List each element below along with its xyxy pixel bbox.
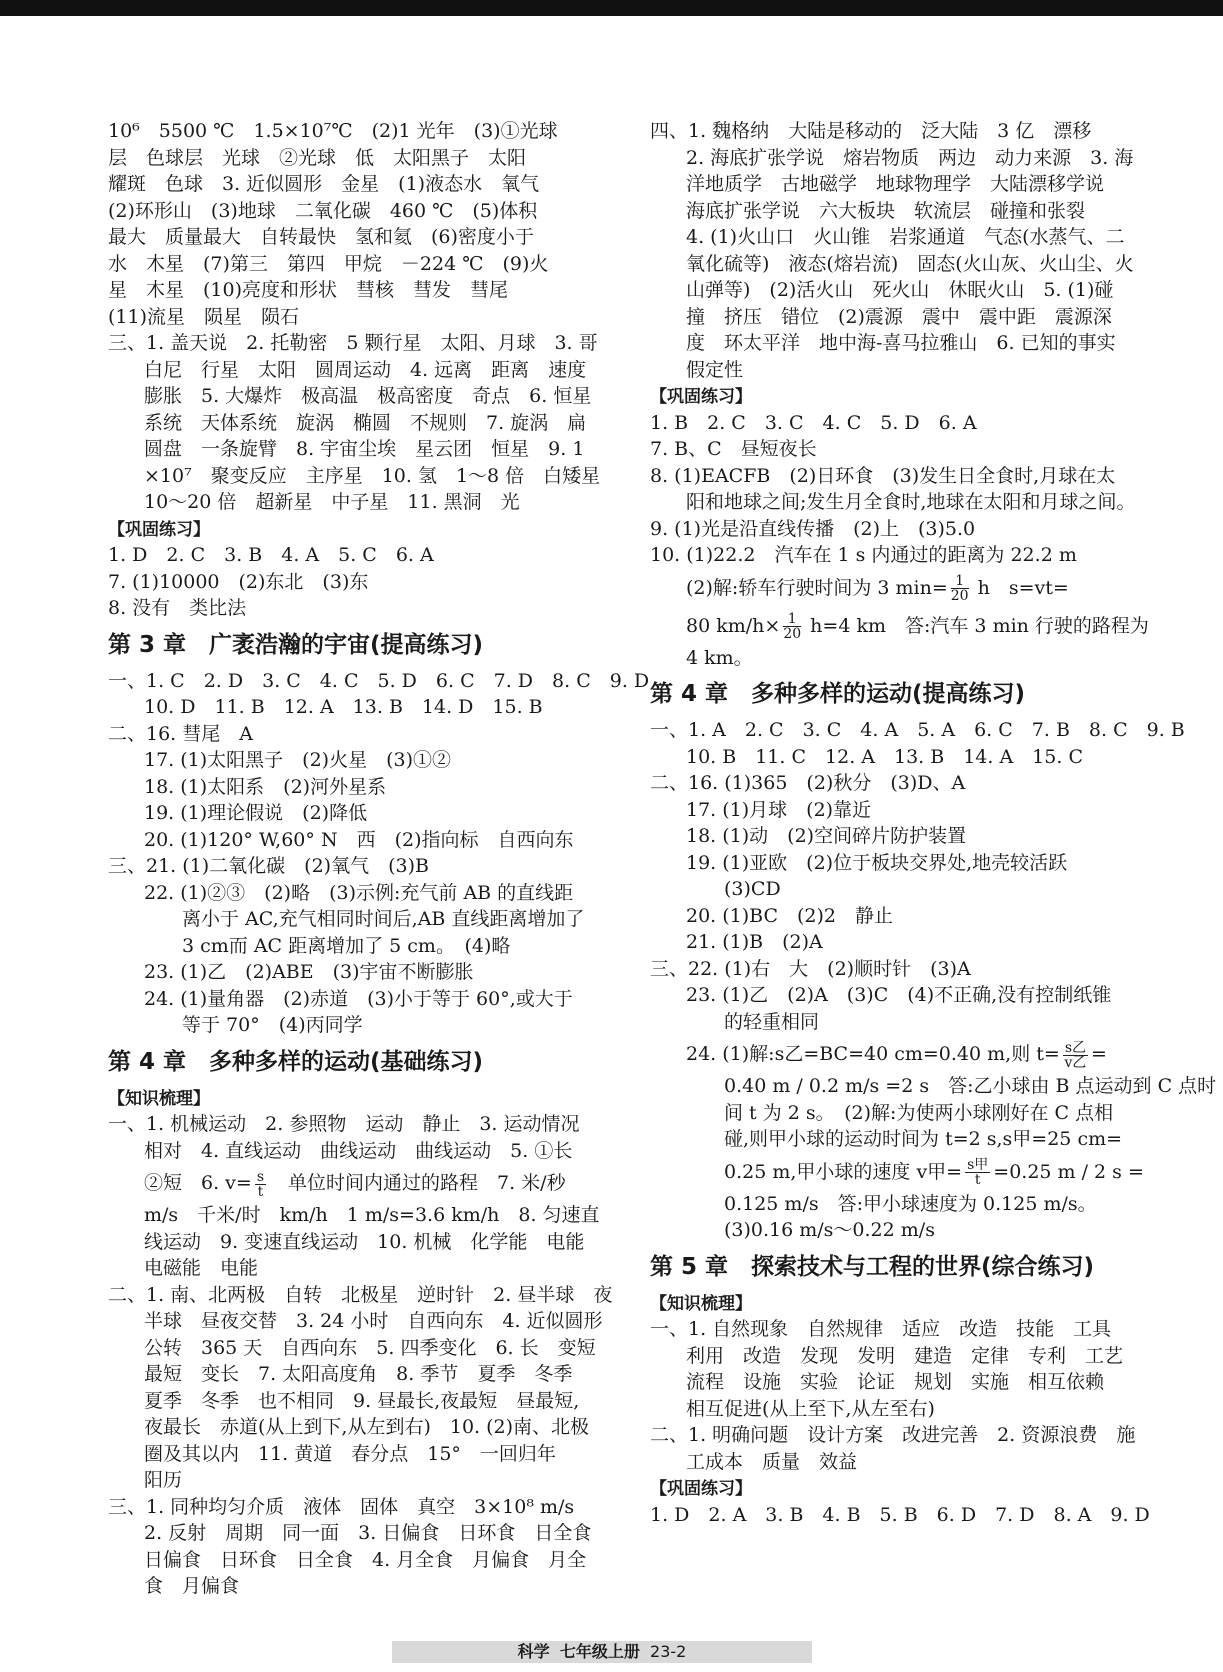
line-text: 四、1. 魏格纳 大陆是移动的 泛大陆 3 亿 漂移	[650, 120, 1092, 142]
line-text: 氧化硫等) 液态(熔岩流) 固态(火山灰、火山尘、火	[686, 252, 1134, 275]
line-text: 夜最长 赤道(从上到下,从左到右) 10. (2)南、北极	[144, 1416, 590, 1438]
line-text: ×10⁷ 聚变反应 主序星 10. 氢 1～8 倍 白矮星	[144, 464, 601, 487]
answer-line	[108, 827, 608, 854]
answer-line	[650, 118, 1150, 145]
line-text: 【巩固练习】	[650, 1479, 752, 1499]
line-text: 17. (1)太阳黑子 (2)火星 (3)①②	[144, 749, 451, 771]
line-text: 星 木星 (10)亮度和形状 彗核 彗发 彗尾	[108, 279, 509, 301]
line-text: 撞 挤压 错位 (2)震源 震中 震中距 震源深	[686, 305, 1112, 328]
answer-line	[108, 1308, 608, 1335]
line-text: 【巩固练习】	[650, 387, 752, 407]
answer-line	[650, 489, 1150, 516]
answer-line	[650, 1035, 1150, 1073]
page-footer	[392, 1641, 812, 1663]
left-column	[108, 118, 650, 1600]
answer-line	[108, 1441, 608, 1468]
answer-line	[108, 1520, 608, 1547]
fraction	[783, 612, 801, 641]
line-text: 1. D 2. A 3. B 4. B 5. B 6. D 7. D 8. A 9. D	[650, 1503, 1150, 1526]
answer-line	[650, 1396, 1150, 1423]
answer-line	[108, 410, 608, 437]
line-text: 最短 变长 7. 太阳高度角 8. 季节 夏季 冬季	[144, 1363, 573, 1385]
answer-line	[650, 1449, 1150, 1476]
line-text: 19. (1)亚欧 (2)位于板块交界处,地壳较活跃	[686, 851, 1068, 874]
line-text: 的轻重相同	[686, 1010, 820, 1033]
line-text-cont: h=4 km 答:汽车 3 min 行驶的路程为	[804, 614, 1149, 637]
answer-line	[108, 1229, 608, 1256]
line-text: 9. (1)光是沿直线传播 (2)上 (3)5.0	[650, 517, 976, 540]
answer-line	[650, 1502, 1150, 1529]
answer-line	[650, 823, 1150, 850]
footer-subject: 科学	[517, 1642, 550, 1661]
line-text: (3)CD	[686, 878, 781, 900]
section-label	[650, 1475, 1150, 1502]
line-text: 2. 海底扩张学说 熔岩物质 两边 动力来源 3. 海	[686, 146, 1134, 169]
answer-line	[108, 542, 608, 569]
line-text: 阳历	[144, 1469, 183, 1491]
answer-line	[650, 145, 1150, 172]
fraction	[1063, 1041, 1088, 1070]
line-text: 80 km/h×	[686, 614, 781, 637]
answer-line	[108, 959, 608, 986]
right-column	[650, 118, 1217, 1528]
answer-line	[108, 383, 608, 410]
line-text: 利用 改造 发现 发明 建造 定律 专利 工艺	[686, 1344, 1124, 1367]
answer-line	[108, 721, 608, 748]
line-text: 【知识梳理】	[108, 1088, 210, 1109]
answer-line	[108, 1494, 608, 1521]
answer-line	[650, 1217, 1150, 1244]
answer-line	[108, 304, 608, 331]
answer-line	[108, 694, 608, 721]
line-text: 【知识梳理】	[650, 1293, 752, 1314]
line-text-cont: h s=vt=	[971, 576, 1069, 599]
section-label	[650, 1290, 1150, 1317]
line-text: 0.25 m,甲小球的速度 v甲=	[686, 1160, 963, 1183]
footer-page-number: 23-2	[650, 1642, 687, 1661]
line-text: 三、1. 同种均匀介质 液体 固体 真空 3×10⁸ m/s	[108, 1495, 575, 1518]
answer-line	[650, 1153, 1150, 1191]
fraction-denominator: 20	[783, 626, 802, 642]
answer-line	[108, 1202, 608, 1229]
answer-line	[108, 1335, 608, 1362]
answer-line	[650, 1009, 1150, 1036]
answer-line	[650, 876, 1150, 903]
answer-line	[108, 569, 608, 596]
line-text: 17. (1)月球 (2)靠近	[686, 798, 872, 821]
scan-top-border	[0, 0, 1223, 16]
fraction-denominator: 20	[950, 588, 969, 604]
line-text: 等于 70° (4)丙同学	[144, 1014, 363, 1036]
line-text: 公转 365 天 自西向东 5. 四季变化 6. 长 变短	[144, 1336, 596, 1359]
line-text: 碰,则甲小球的运动时间为 t=2 s,s甲=25 cm=	[686, 1128, 1123, 1150]
answer-line	[650, 171, 1150, 198]
line-text: 流程 设施 实验 论证 规划 实施 相互依赖	[686, 1371, 1105, 1393]
fraction	[965, 1158, 990, 1187]
line-text: 山弹等) (2)活火山 死火山 休眠火山 5. (1)碰	[686, 279, 1114, 301]
line-text-cont: =0.25 m / 2 s =	[993, 1160, 1144, 1183]
line-text: 19. (1)理论假说 (2)降低	[144, 802, 368, 824]
answer-line	[650, 436, 1150, 463]
line-text: 圈及其以内 11. 黄道 春分点 15° 一回归年	[144, 1442, 556, 1465]
answer-line	[650, 330, 1150, 357]
line-text: 度 环太平洋 地中海-喜马拉雅山 6. 已知的事实	[686, 332, 1116, 354]
line-text: 阳和地球之间;发生月全食时,地球在太阳和月球之间。	[686, 491, 1136, 513]
line-text: (2)解:轿车行驶时间为 3 min=	[686, 576, 948, 599]
answer-line	[108, 145, 608, 172]
line-text: 最大 质量最大 自转最快 氢和氦 (6)密度小于	[108, 226, 534, 248]
line-text: 10. D 11. B 12. A 13. B 14. D 15. B	[144, 696, 543, 718]
line-text: 工成本 质量 效益	[686, 1450, 858, 1473]
line-text: 夏季 冬季 也不相同 9. 昼最长,夜最短 昼最短,	[144, 1389, 580, 1412]
answer-line	[108, 277, 608, 304]
line-text: 7. B、C 昼短夜长	[650, 438, 817, 460]
line-text: 8. (1)EACFB (2)日环食 (3)发生日全食时,月球在太	[650, 464, 1116, 487]
line-text: 洋地质学 古地磁学 地球物理学 大陆漂移学说	[686, 173, 1105, 195]
answer-line	[108, 1573, 608, 1600]
line-text: 二、1. 南、北两极 自转 北极星 逆时针 2. 昼半球 夜	[108, 1283, 613, 1306]
answer-line	[650, 744, 1150, 771]
line-text: 10⁶ 5500 ℃ 1.5×10⁷℃ (2)1 光年 (3)①光球	[108, 120, 558, 142]
answer-line	[108, 1467, 608, 1494]
answer-line	[108, 330, 608, 357]
answer-line	[108, 906, 608, 933]
answer-line	[108, 489, 608, 516]
line-text: 【巩固练习】	[108, 519, 210, 540]
line-text: 膨胀 5. 大爆炸 极高温 极高密度 奇点 6. 恒星	[144, 385, 592, 407]
answer-line	[650, 569, 1150, 607]
answer-line	[108, 800, 608, 827]
answer-line	[650, 645, 1150, 672]
answer-line	[108, 933, 608, 960]
section-label	[108, 1085, 608, 1112]
line-text: 20. (1)BC (2)2 静止	[686, 904, 894, 927]
answer-line	[650, 1100, 1150, 1127]
answer-line	[650, 903, 1150, 930]
fraction-denominator: v乙	[1064, 1054, 1087, 1071]
line-text: (11)流星 陨星 陨石	[108, 305, 300, 328]
fraction	[255, 1170, 266, 1199]
answer-line	[650, 277, 1150, 304]
fraction-numerator: 1	[951, 574, 969, 589]
line-text: 食 月偏食	[144, 1575, 240, 1597]
answer-line	[108, 1388, 608, 1415]
line-text: 一、1. A 2. C 3. C 4. A 5. A 6. C 7. B 8. C 9. B	[650, 719, 1185, 741]
line-text: 10. (1)22.2 汽车在 1 s 内通过的距离为 22.2 m	[650, 544, 1077, 566]
footer-grade: 七年级上册	[559, 1642, 640, 1661]
answer-line	[650, 542, 1150, 569]
line-text: 耀斑 色球 3. 近似圆形 金星 (1)液态水 氧气	[108, 173, 540, 195]
line-text: 20. (1)120° W,60° N 西 (2)指向标 自西向东	[144, 828, 574, 851]
fraction-numerator: s甲	[967, 1157, 989, 1173]
line-text: 7. (1)10000 (2)东北 (3)东	[108, 570, 369, 593]
line-text: 半球 昼夜交替 3. 24 小时 自西向东 4. 近似圆形	[144, 1310, 603, 1332]
answer-line	[108, 747, 608, 774]
line-text: 18. (1)太阳系 (2)河外星系	[144, 775, 387, 798]
answer-line	[108, 1547, 608, 1574]
line-text: 圆盘 一条旋臂 8. 宇宙尘埃 星云团 恒星 9. 1	[144, 438, 585, 460]
answer-line	[650, 956, 1150, 983]
line-text: m/s 千米/时 km/h 1 m/s=3.6 km/h 8. 匀速直	[144, 1204, 600, 1226]
line-text: 第 5 章 探索技术与工程的世界(综合练习)	[650, 1253, 1095, 1280]
line-text: 线运动 9. 变速直线运动 10. 机械 化学能 电能	[144, 1230, 585, 1253]
line-text: 系统 天体系统 旋涡 椭圆 不规则 7. 旋涡 扁	[144, 411, 587, 434]
line-text: 2. 反射 周期 同一面 3. 日偏食 日环食 日全食	[144, 1522, 592, 1544]
answer-line	[650, 516, 1150, 543]
section-label	[650, 383, 1150, 410]
line-text: 0.125 m/s 答:甲小球速度为 0.125 m/s。	[686, 1192, 1097, 1215]
line-text: 4. (1)火山口 火山锥 岩浆通道 气态(水蒸气、二	[686, 226, 1125, 248]
answer-line	[650, 410, 1150, 437]
answer-line	[650, 1422, 1150, 1449]
fraction-numerator: s	[256, 1168, 265, 1185]
line-text: 海底扩张学说 六大板块 软流层 碰撞和张裂	[686, 199, 1086, 222]
answer-line	[108, 595, 608, 622]
answer-line	[650, 797, 1150, 824]
answer-line	[650, 1316, 1150, 1343]
answer-line	[108, 171, 608, 198]
line-text: 第 4 章 多种多样的运动(提高练习)	[650, 681, 1026, 707]
line-text: 离小于 AC,充气相同时间后,AB 直线距离增加了	[144, 908, 585, 930]
answer-line	[650, 1073, 1217, 1100]
line-text: 一、1. 自然现象 自然规律 适应 改造 技能 工具	[650, 1318, 1112, 1340]
line-text: (3)0.16 m/s～0.22 m/s	[686, 1219, 935, 1241]
answer-line	[650, 357, 1150, 384]
answer-line	[650, 198, 1150, 225]
line-text: 假定性	[686, 358, 744, 381]
fraction-numerator: 1	[783, 612, 801, 627]
answer-line	[108, 1012, 608, 1039]
line-text: 0.40 m / 0.2 m/s =2 s 答:乙小球由 B 点运动到 C 点时	[686, 1075, 1217, 1097]
chapter-heading	[108, 1042, 608, 1082]
line-text: 23. (1)乙 (2)A (3)C (4)不正确,没有控制纸锥	[686, 984, 1112, 1006]
answer-line	[108, 436, 608, 463]
line-text: 二、16. 彗尾 A	[108, 722, 253, 745]
line-text: 24. (1)解:s乙=BC=40 cm=0.40 m,则 t=	[686, 1043, 1060, 1065]
line-text: 第 3 章 广袤浩瀚的宇宙(提高练习)	[108, 631, 484, 658]
answer-line	[108, 463, 608, 490]
answer-line	[108, 774, 608, 801]
chapter-heading	[650, 1247, 1150, 1287]
answer-line	[108, 986, 608, 1013]
answer-line	[108, 198, 608, 225]
line-text: 18. (1)动 (2)空间碎片防护装置	[686, 825, 967, 847]
line-text: 电磁能 电能	[144, 1257, 259, 1279]
line-text: 三、1. 盖天说 2. 托勒密 5 颗行星 太阳、月球 3. 哥	[108, 332, 598, 354]
answer-line	[108, 1282, 613, 1309]
answer-line	[650, 224, 1150, 251]
answer-line	[108, 668, 650, 695]
answer-line	[108, 853, 608, 880]
answer-line	[108, 251, 608, 278]
section-label	[108, 516, 608, 543]
line-text: 21. (1)B (2)A	[686, 931, 823, 953]
answer-line	[650, 717, 1185, 744]
line-text: 三、22. (1)右 大 (2)顺时针 (3)A	[650, 957, 971, 980]
fraction-denominator: t	[257, 1183, 264, 1200]
line-text: 间 t 为 2 s。 (2)解:为使两小球刚好在 C 点相	[686, 1101, 1114, 1124]
line-text-cont: =	[1091, 1043, 1107, 1065]
line-text: 8. 没有 类比法	[108, 597, 247, 619]
fraction	[951, 574, 969, 603]
answer-line	[650, 1369, 1150, 1396]
line-text: 22. (1)②③ (2)略 (3)示例:充气前 AB 的直线距	[144, 881, 574, 904]
fraction-numerator: s乙	[1064, 1039, 1086, 1056]
line-text: 10. B 11. C 12. A 13. B 14. A 15. C	[686, 745, 1083, 768]
line-text: 白尼 行星 太阳 圆周运动 4. 远离 距离 速度	[144, 358, 587, 381]
answer-line	[108, 224, 608, 251]
answer-line	[108, 880, 608, 907]
line-text: 相互促进(从上至下,从左至右)	[686, 1397, 935, 1420]
answer-line	[650, 607, 1150, 645]
line-text: 23. (1)乙 (2)ABE (3)宇宙不断膨胀	[144, 961, 474, 983]
line-text: 3 cm而 AC 距离增加了 5 cm。 (4)略	[144, 934, 511, 957]
line-text: 层 色球层 光球 ②光球 低 太阳黑子 太阳	[108, 146, 527, 169]
line-text-cont: 单位时间内通过的路程 7. 米/秒	[269, 1172, 566, 1194]
line-text: 一、1. 机械运动 2. 参照物 运动 静止 3. 运动情况	[108, 1113, 580, 1135]
answer-line	[650, 304, 1150, 331]
answer-line	[108, 357, 608, 384]
line-text: 水 木星 (7)第三 第四 甲烷 －224 ℃ (9)火	[108, 252, 549, 275]
line-text: 三、21. (1)二氧化碳 (2)氧气 (3)B	[108, 855, 429, 877]
line-text: 二、16. (1)365 (2)秋分 (3)D、A	[650, 772, 966, 794]
line-text: 相对 4. 直线运动 曲线运动 曲线运动 5. ①长	[144, 1139, 573, 1162]
line-text: 日偏食 日环食 日全食 4. 月全食 月偏食 月全	[144, 1548, 587, 1571]
line-text: 1. B 2. C 3. C 4. C 5. D 6. A	[650, 411, 977, 434]
line-text: 4 km。	[686, 646, 753, 669]
line-text: 一、1. C 2. D 3. C 4. C 5. D 6. C 7. D 8. C 9. D	[108, 669, 650, 692]
answer-line	[650, 850, 1150, 877]
answer-line	[108, 1138, 608, 1165]
answer-line	[108, 1111, 608, 1138]
answer-line	[108, 1361, 608, 1388]
line-text: ②短 6. v=	[144, 1172, 252, 1194]
line-text: (2)环形山 (3)地球 二氧化碳 460 ℃ (5)体积	[108, 199, 538, 222]
answer-line	[650, 1191, 1150, 1218]
answer-line	[650, 463, 1150, 490]
answer-line	[108, 1414, 608, 1441]
line-text: 24. (1)量角器 (2)赤道 (3)小于等于 60°,或大于	[144, 987, 573, 1010]
answer-line	[650, 1126, 1150, 1153]
answer-line	[650, 982, 1150, 1009]
answer-line	[108, 1164, 608, 1202]
fraction-denominator: t	[974, 1172, 981, 1188]
answer-line	[108, 1255, 608, 1282]
answer-line	[650, 770, 1150, 797]
line-text: 10～20 倍 超新星 中子星 11. 黑洞 光	[144, 491, 520, 513]
chapter-heading	[108, 625, 608, 665]
line-text: 1. D 2. C 3. B 4. A 5. C 6. A	[108, 544, 434, 566]
answer-line	[650, 929, 1150, 956]
answer-line	[650, 251, 1150, 278]
chapter-heading	[650, 674, 1150, 714]
line-text: 第 4 章 多种多样的运动(基础练习)	[108, 1048, 484, 1075]
answer-line	[108, 118, 608, 145]
answer-line	[650, 1343, 1150, 1370]
line-text: 二、1. 明确问题 设计方案 改进完善 2. 资源浪费 施	[650, 1424, 1136, 1446]
